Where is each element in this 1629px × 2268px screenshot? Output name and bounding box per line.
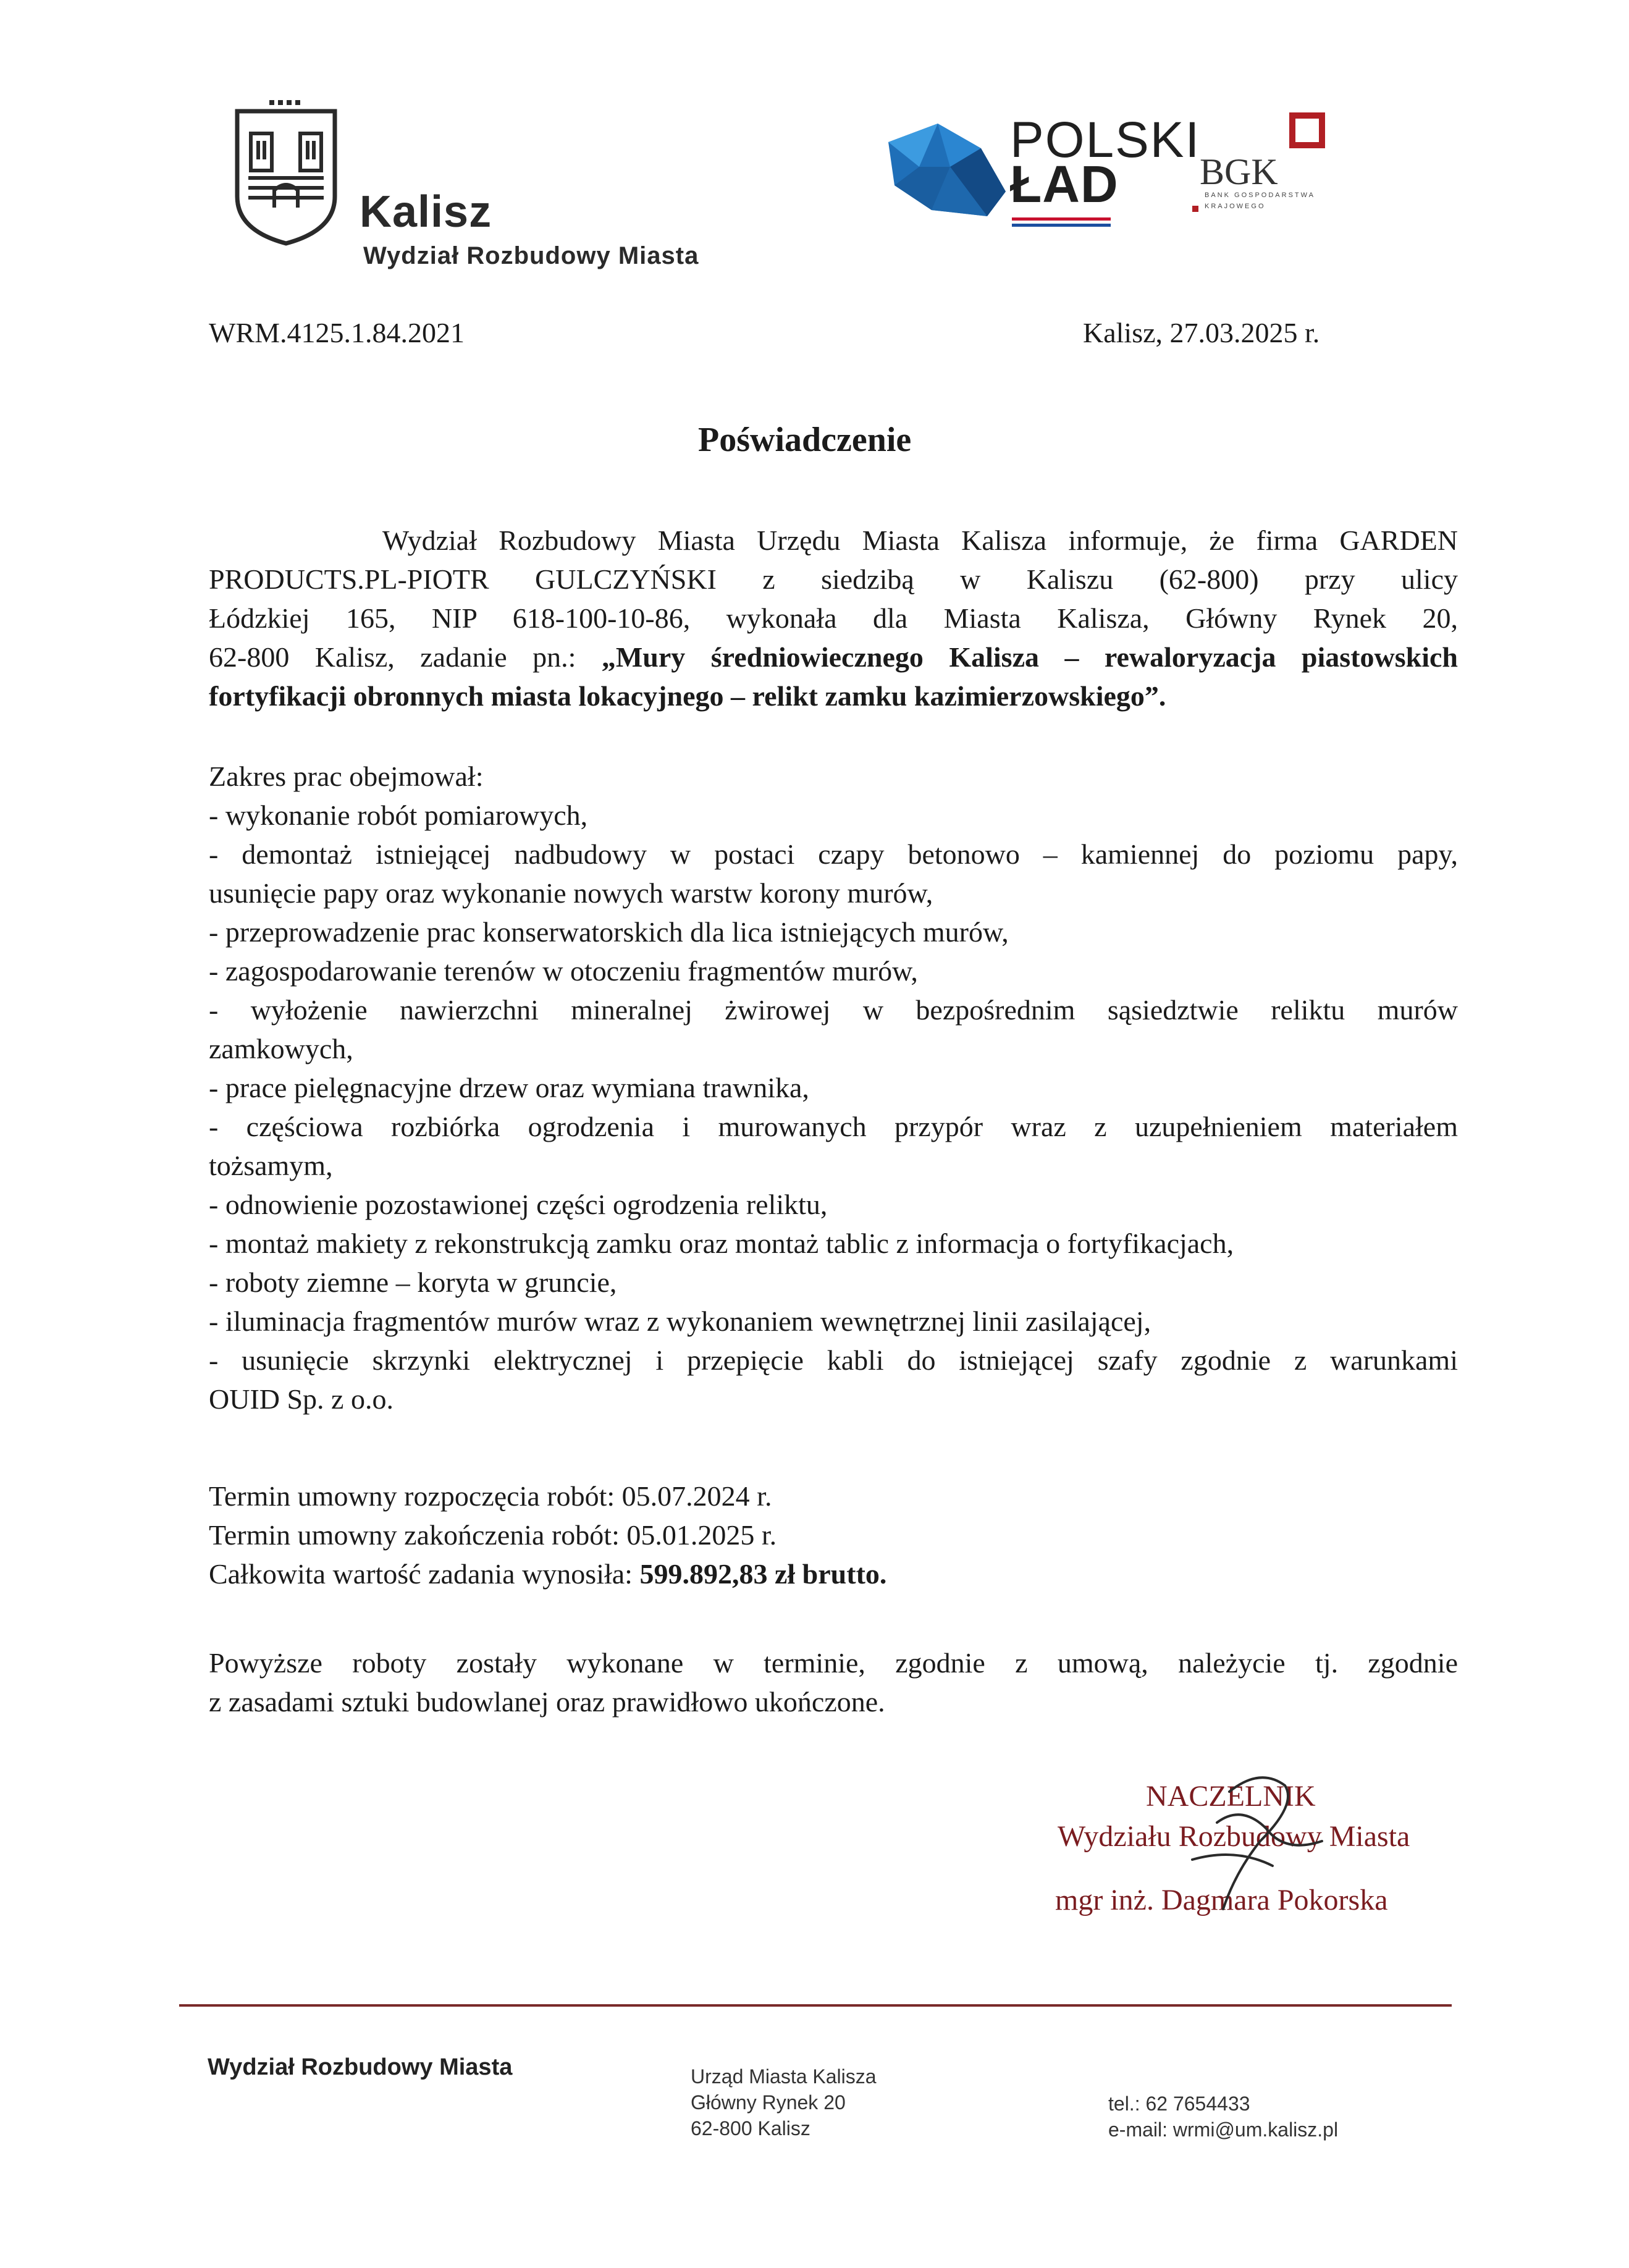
closing-paragraph [209, 1643, 1458, 1721]
scope-of-work [209, 757, 1458, 1419]
polski-lad-logo-line2: ŁAD [1010, 155, 1119, 213]
polski-lad-red-rule [1012, 217, 1111, 221]
intro-line [209, 638, 1458, 677]
scope-item: - odnowienie pozostawionej części ogrodzenia reliktu, [209, 1189, 828, 1220]
footer-divider [179, 2004, 1452, 2007]
intro-line: PRODUCTS.PL-PIOTR GULCZYŃSKI z siedzibą w Kaliszu (62-800) przy ulicy [209, 563, 1458, 595]
contract-terms [209, 1477, 1458, 1593]
scope-item: zamkowych, [209, 1033, 353, 1064]
scope-item: OUID Sp. z o.o. [209, 1383, 394, 1415]
scope-item: - usunięcie skrzynki elektrycznej i przepięcie kabli do istniejącej szafy zgodnie z warunkami [209, 1344, 1458, 1376]
scope-item: - montaż makiety z rekonstrukcją zamku oraz montaż tablic z informacja o fortyfikacjach, [209, 1228, 1234, 1259]
signature-department: Wydziału Rozbudowy Miasta [1058, 1820, 1410, 1853]
intro-line-plain: 62-800 Kalisz, zadanie pn.: [209, 641, 602, 673]
bgk-logo-text: BGK [1200, 151, 1278, 192]
scope-heading: Zakres prac obejmował: [209, 761, 484, 792]
polski-lad-blue-rule [1012, 224, 1111, 227]
polski-lad-logo-mark [882, 117, 1012, 222]
scope-item: - wykonanie robót pomiarowych, [209, 799, 588, 831]
scope-item: - iluminacja fragmentów murów wraz z wykonaniem wewnętrznej linii zasilającej, [209, 1305, 1151, 1337]
signature-name: mgr inż. Dagmara Pokorska [1055, 1884, 1388, 1916]
intro-paragraph [209, 521, 1458, 715]
intro-line: Łódzkiej 165, NIP 618-100-10-86, wykonała dla Miasta Kalisza, Główny Rynek 20, [209, 602, 1458, 634]
total-value-label: Całkowita wartość zadania wynosiła: [209, 1558, 640, 1590]
task-name-bold-continued: fortyfikacji obronnych miasta lokacyjnego – relikt zamku kazimierzowskiego”. [209, 680, 1166, 712]
scope-item: - przeprowadzenie prac konserwatorskich dla lica istniejących murów, [209, 916, 1009, 948]
scope-item: - częściowa rozbiórka ogrodzenia i murowanych przypór wraz z uzupełnieniem materiałem [209, 1111, 1458, 1142]
scope-item: - roboty ziemne – koryta w gruncie, [209, 1267, 617, 1298]
footer-address-line: Urząd Miasta Kalisza [691, 2065, 877, 2088]
department-name: Wydział Rozbudowy Miasta [363, 242, 699, 269]
footer-address [691, 2064, 877, 2141]
task-name-bold: „Mury średniowiecznego Kalisza – rewaloryzacja piastowskich [601, 641, 1458, 673]
closing-line: z zasadami sztuki budowlanej oraz prawidłowo ukończone. [209, 1686, 885, 1718]
start-date-line: Termin umowny rozpoczęcia robót: 05.07.2024 r. [209, 1480, 772, 1512]
scope-item: - zagospodarowanie terenów w otoczeniu fragmentów murów, [209, 955, 918, 987]
scope-item: - wyłożenie nawierzchni mineralnej żwirowej w bezpośrednim sąsiedztwie reliktu murów [209, 994, 1458, 1026]
reference-number: WRM.4125.1.84.2021 [209, 317, 465, 348]
total-value-amount: 599.892,83 zł brutto. [639, 1558, 887, 1590]
scope-item: tożsamym, [209, 1150, 333, 1181]
footer-contact [1108, 2091, 1338, 2143]
city-crest-logo [234, 98, 339, 246]
intro-line: Wydział Rozbudowy Miasta Urzędu Miasta Kalisza informuje, że firma GARDEN [209, 525, 1458, 556]
scope-item: usunięcie papy oraz wykonanie nowych warstw korony murów, [209, 877, 933, 909]
polski-lad-logo-line1: POLSKI [1010, 112, 1201, 168]
document-date: Kalisz, 27.03.2025 r. [1083, 317, 1320, 348]
bgk-logo-subtitle-line2: KRAJOWEGO [1205, 203, 1266, 210]
scope-item: - prace pielęgnacyjne drzew oraz wymiana trawnika, [209, 1072, 809, 1103]
end-date-line: Termin umowny zakończenia robót: 05.01.2025 r. [209, 1519, 777, 1551]
signature-title: NACZELNIK [1146, 1780, 1316, 1813]
scope-item: - demontaż istniejącej nadbudowy w postaci czapy betonowo – kamiennej do poziomu papy, [209, 838, 1458, 870]
footer-address-line: Główny Rynek 20 [691, 2091, 846, 2114]
closing-line: Powyższe roboty zostały wykonane w terminie, zgodnie z umową, należycie tj. zgodnie [209, 1647, 1458, 1679]
bgk-logo-subtitle-line1: BANK GOSPODARSTWA [1205, 192, 1315, 199]
footer-phone: tel.: 62 7654433 [1108, 2093, 1250, 2115]
footer-email: e-mail: wrmi@um.kalisz.pl [1108, 2118, 1339, 2141]
document-title: Poświadczenie [698, 421, 912, 459]
footer-address-line: 62-800 Kalisz [691, 2117, 810, 2139]
city-name: Kalisz [360, 187, 492, 237]
footer-department: Wydział Rozbudowy Miasta [208, 2054, 513, 2080]
handwritten-signature [1137, 1767, 1347, 1928]
total-value-line [209, 1554, 1458, 1593]
